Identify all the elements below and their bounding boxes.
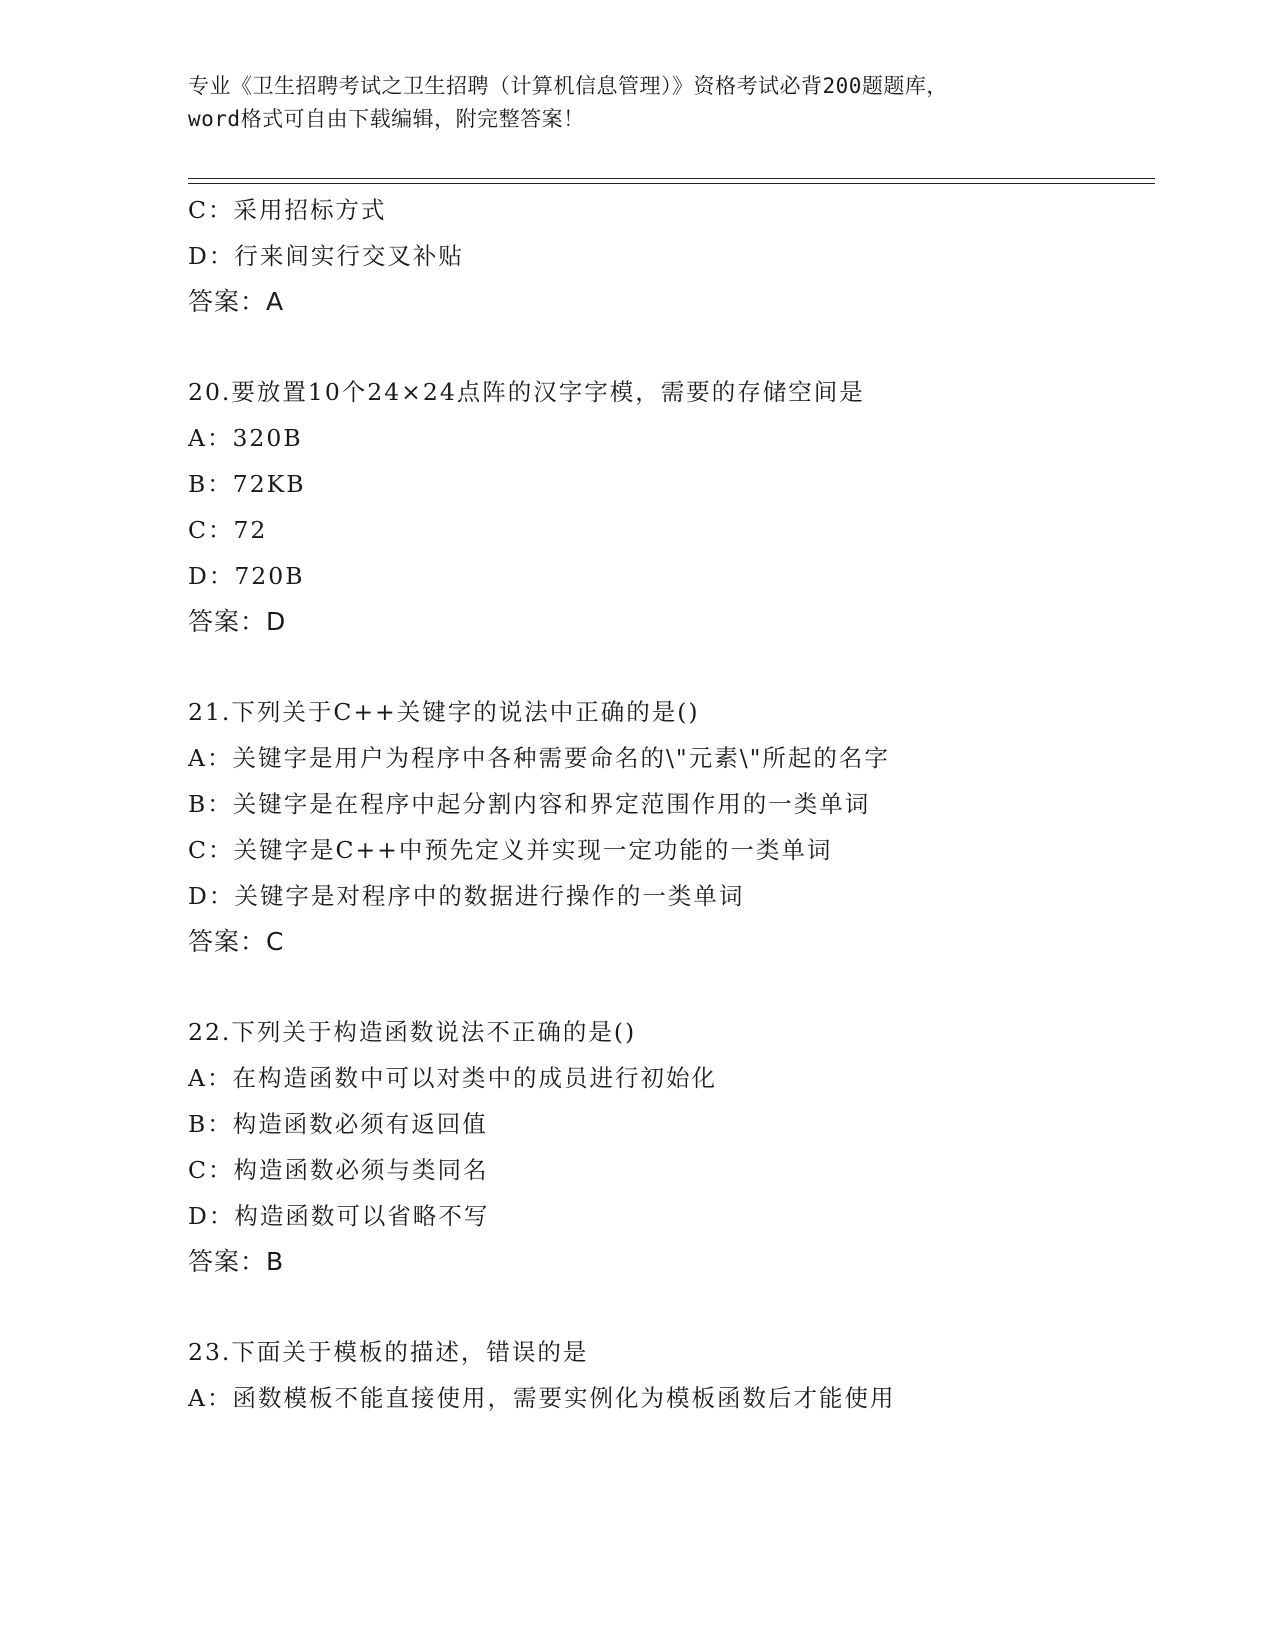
document-header bbox=[188, 70, 1148, 136]
spacer bbox=[188, 325, 1168, 369]
question-stem: 21.下列关于C++关键字的说法中正确的是() bbox=[188, 698, 700, 726]
option-c: C：关键字是C++中预先定义并实现一定功能的一类单词 bbox=[188, 836, 833, 864]
spacer bbox=[188, 1285, 1168, 1329]
option-b: B：构造函数必须有返回值 bbox=[188, 1110, 488, 1138]
option-b: B：72KB bbox=[188, 470, 306, 498]
option-c: C：72 bbox=[188, 516, 268, 544]
answer: 答案：B bbox=[188, 1247, 285, 1276]
option-d: D：720B bbox=[188, 562, 305, 590]
option-d: D：构造函数可以省略不写 bbox=[188, 1202, 490, 1230]
option-a: A：在构造函数中可以对类中的成员进行初始化 bbox=[188, 1064, 717, 1092]
option-d: D：行来间实行交叉补贴 bbox=[188, 242, 464, 270]
option-c: C：采用招标方式 bbox=[188, 196, 387, 224]
answer: 答案：D bbox=[188, 607, 287, 636]
option-a: A：关键字是用户为程序中各种需要命名的\"元素\"所起的名字 bbox=[188, 744, 890, 772]
spacer bbox=[188, 645, 1168, 689]
question-list bbox=[188, 187, 1168, 1421]
header-title-line-1: 专业《卫生招聘考试之卫生招聘（计算机信息管理）》资格考试必背200题题库， bbox=[188, 74, 948, 98]
question-stem: 20.要放置10个24×24点阵的汉字字模，需要的存储空间是 bbox=[188, 378, 865, 406]
option-d: D：关键字是对程序中的数据进行操作的一类单词 bbox=[188, 882, 745, 910]
option-c: C：构造函数必须与类同名 bbox=[188, 1156, 489, 1184]
header-divider-bottom bbox=[188, 183, 1155, 184]
answer: 答案：C bbox=[188, 927, 285, 956]
option-b: B：关键字是在程序中起分割内容和界定范围作用的一类单词 bbox=[188, 790, 871, 818]
option-a: A：函数模板不能直接使用，需要实例化为模板函数后才能使用 bbox=[188, 1384, 896, 1412]
header-title-line-2: word格式可自由下载编辑，附完整答案！ bbox=[188, 107, 585, 131]
spacer bbox=[188, 965, 1168, 1009]
header-divider-top bbox=[188, 178, 1155, 179]
question-stem: 22.下列关于构造函数说法不正确的是() bbox=[188, 1018, 637, 1046]
answer: 答案：A bbox=[188, 287, 285, 316]
option-a: A：320B bbox=[188, 424, 303, 452]
question-stem: 23.下面关于模板的描述，错误的是 bbox=[188, 1338, 589, 1366]
